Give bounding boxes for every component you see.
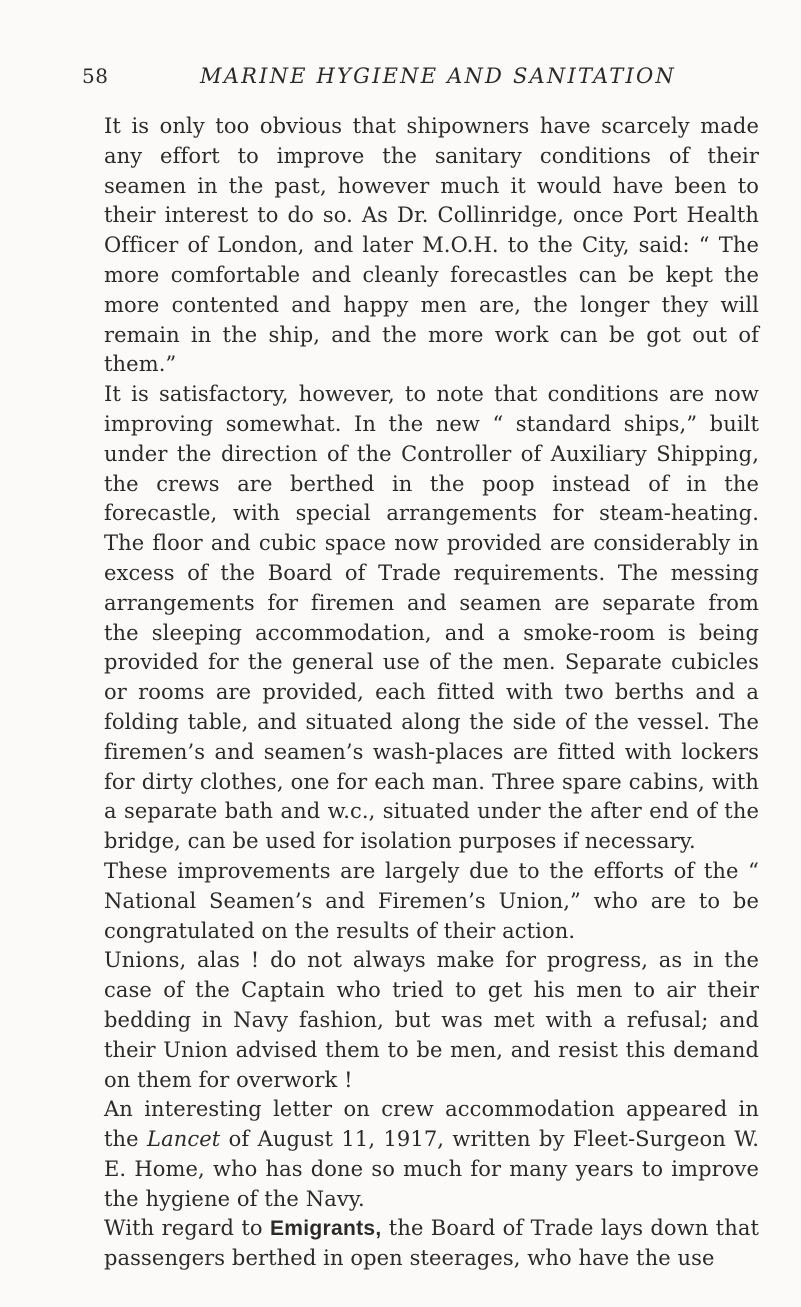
emigrants-text-after: the Board of Trade lays down that passengers berthed in open steerages, who have the use (104, 1216, 759, 1271)
lancet-title: Lancet (147, 1127, 221, 1152)
paragraph-union-improvements: These improvements are largely due to the efforts of the “ National Seamen’s and Firemen’s Union,” who are to be congratulated on the results of their action. (104, 858, 759, 943)
body-text (104, 112, 759, 1274)
lancet-text-after: of August 11, 1917, written by Fleet-Surgeon W. E. Home, who has done so much for many years to improve the hygiene of the Navy. (104, 1127, 759, 1211)
paragraph-unions-progress: Unions, alas ! do not always make for progress, as in the case of the Captain who tried to get his men to air their bedding in Navy fashion, but was met with a refusal; and their Union advised them to be men, and resist this demand on them for overwork ! (104, 948, 759, 1092)
paragraph-shipowners: It is only too obvious that shipowners have scarcely made any effort to improve the sanitary conditions of their seamen in the past, however much it would have been to their interest to do so. As Dr. Collinridge, once Port Health Officer of London, and later M.O.H. to the City, said: “ The more comfortable and cleanly forecastles can be kept the more contented and happy men are, the longer they will remain in the ship, and the more work can be got out of them.” (104, 114, 759, 377)
emigrants-heading: Emigrants, (269, 1217, 382, 1241)
page-number: 58 (82, 64, 109, 88)
paragraph-emigrants (104, 1214, 759, 1274)
paragraph-standard-ships: It is satisfactory, however, to note that conditions are now improving somewhat. In the new “ standard ships,” built under the direction of the Controller of Auxiliary Shipping, the crews are berthed in the poop instead of in the forecastle, with special arrangements for steam-heating. The floor and cubic space now provided are considerably in excess of the Board of Trade requirements. The messing arrangements for firemen and seamen are separate from the sleeping accommodation, and a smoke-room is being provided for the general use of the men. Separate cubicles or rooms are provided, each fitted with two berths and a folding table, and situated along the side of the vessel. The firemen’s and seamen’s wash-places are fitted with lockers for dirty clothes, one for each man. Three spare cabins, with a separate bath and w.c., situated under the after end of the bridge, can be used for isolation purposes if necessary. (104, 382, 759, 854)
page-header (82, 64, 762, 94)
lancet-text-before: An interesting letter on crew accommodation appeared in the (104, 1097, 759, 1152)
paragraph-lancet-letter (104, 1095, 759, 1214)
running-title: MARINE HYGIENE AND SANITATION (200, 64, 676, 88)
emigrants-text-before: With regard to (104, 1216, 270, 1241)
